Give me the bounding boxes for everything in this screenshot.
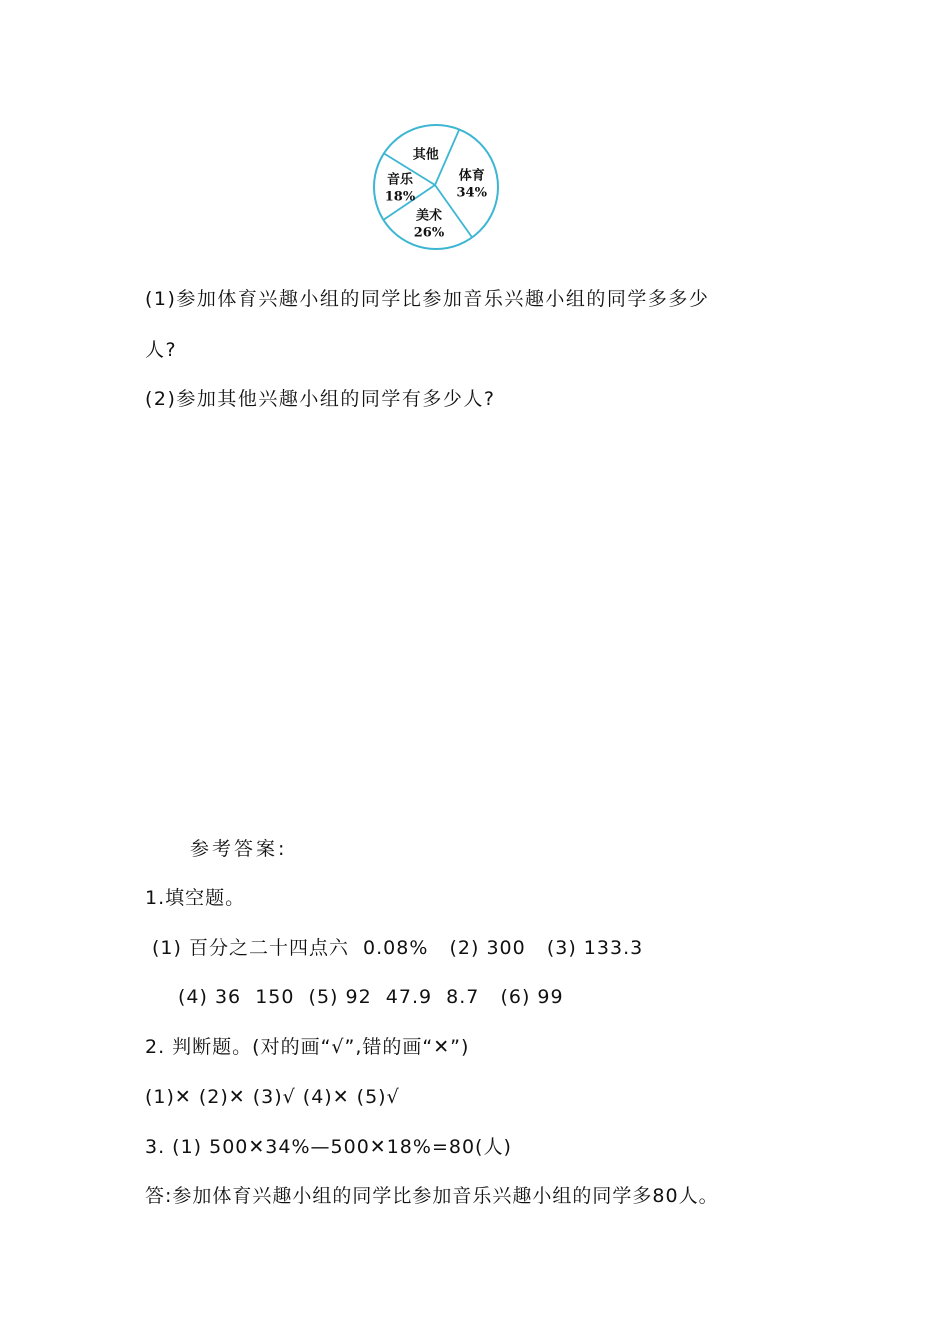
pie-chart-svg	[368, 119, 504, 255]
slice-label-music-name: 音乐	[386, 172, 414, 188]
section-1-row-1: (1) 百分之二十四点六 0.08% (2) 300 (3) 133.3	[152, 937, 644, 959]
slice-label-other	[413, 147, 439, 163]
slice-label-sports-value: 34%	[456, 185, 487, 201]
pie-chart	[368, 119, 504, 255]
question-2: (2)参加其他兴趣小组的同学有多少人?	[145, 388, 496, 410]
slice-label-music-value: 18%	[384, 189, 416, 205]
slice-label-sports-name: 体育	[458, 168, 485, 184]
slice-label-other-name: 其他	[412, 147, 439, 163]
question-1-line-1: (1)参加体育兴趣小组的同学比参加音乐兴趣小组的同学多多少	[145, 288, 710, 310]
section-2-row: (1)✕ (2)✕ (3)√ (4)✕ (5)√	[145, 1086, 400, 1108]
slice-label-art-value: 26%	[413, 225, 445, 241]
slice-label-art-name: 美术	[415, 208, 443, 224]
section-3-answer: 答:参加体育兴趣小组的同学比参加音乐兴趣小组的同学多80人。	[145, 1185, 719, 1207]
section-2-title: 2. 判断题。(对的画“√”,错的画“✕”)	[145, 1036, 470, 1058]
answer-heading: 参考答案:	[190, 838, 288, 860]
question-1-line-2: 人?	[145, 339, 178, 361]
section-3-row: 3. (1) 500✕34%—500✕18%=80(人)	[145, 1136, 512, 1158]
section-1-title: 1.填空题。	[145, 887, 246, 909]
section-1-row-2: (4) 36 150 (5) 92 47.9 8.7 (6) 99	[178, 986, 564, 1008]
